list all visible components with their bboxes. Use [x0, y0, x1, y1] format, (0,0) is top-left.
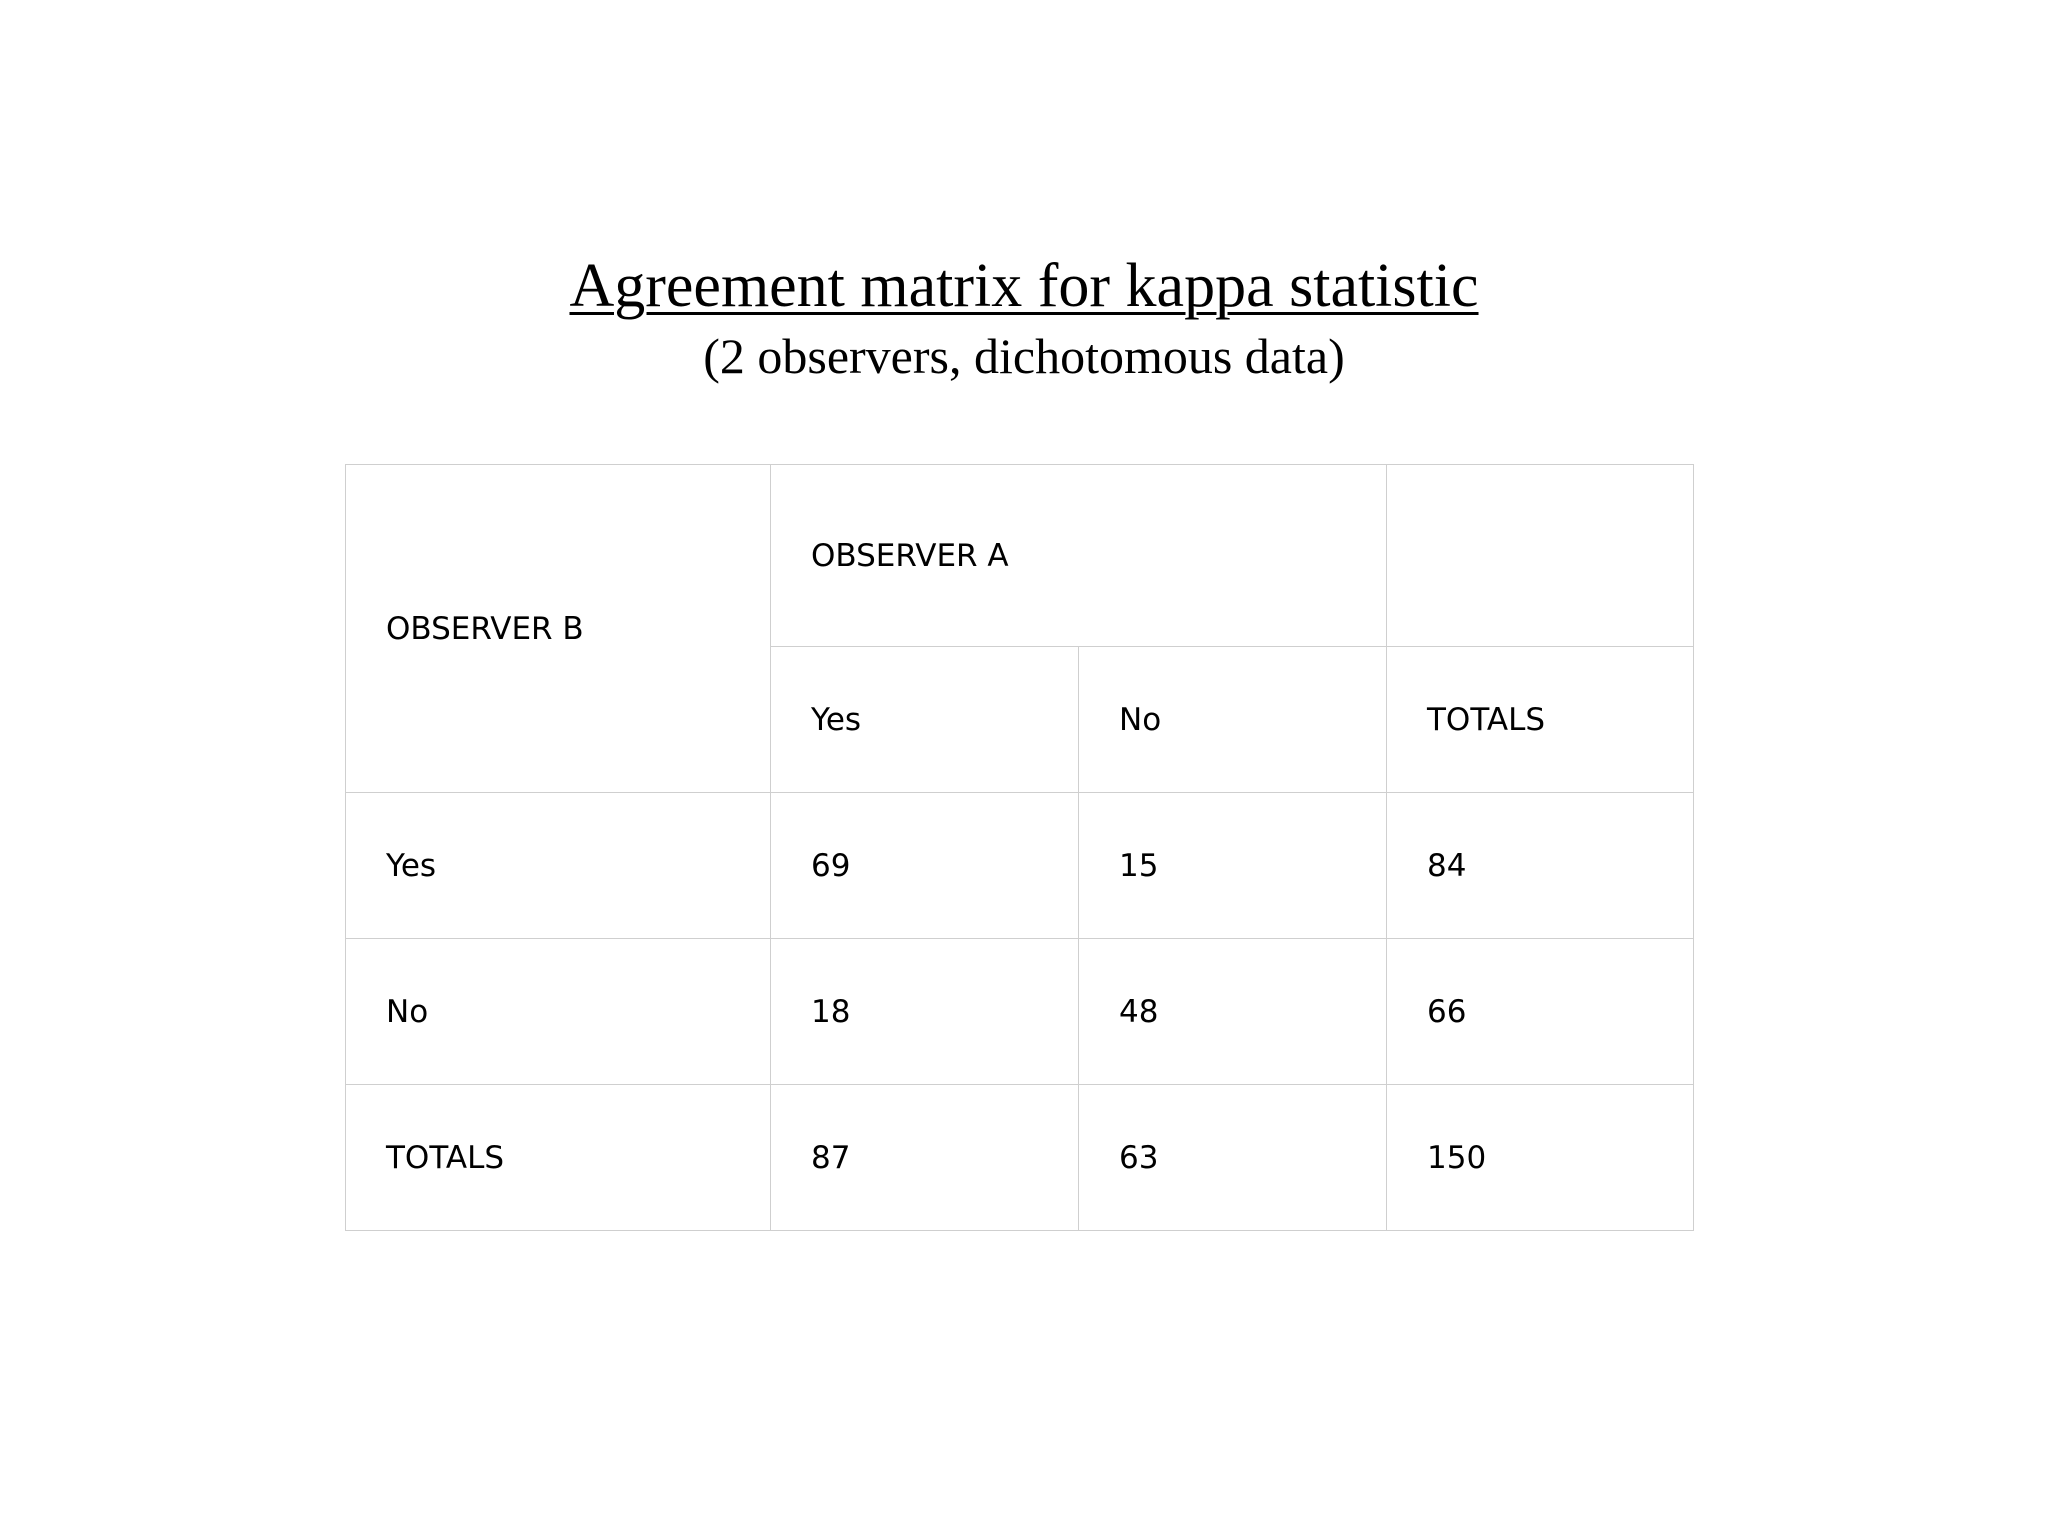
table-row: [346, 793, 1694, 939]
slide-title: Agreement matrix for kappa statistic: [569, 252, 1479, 320]
col-header-no: No: [1079, 647, 1387, 793]
cell-total-total: 150: [1387, 1085, 1694, 1231]
cell-no-no: 48: [1079, 939, 1387, 1085]
row-label-no: No: [346, 939, 771, 1085]
cell-yes-yes: 69: [771, 793, 1079, 939]
agreement-matrix-table: [345, 464, 1694, 1231]
empty-header-cell: [1387, 465, 1694, 647]
cell-yes-no: 15: [1079, 793, 1387, 939]
observer-b-header: OBSERVER B: [346, 465, 771, 793]
cell-yes-total: 84: [1387, 793, 1694, 939]
table-row: [346, 1085, 1694, 1231]
slide-subtitle: (2 observers, dichotomous data): [703, 328, 1345, 384]
title-block: [0, 248, 2048, 388]
cell-no-total: 66: [1387, 939, 1694, 1085]
cell-no-yes: 18: [771, 939, 1079, 1085]
row-label-yes: Yes: [346, 793, 771, 939]
observer-a-header: OBSERVER A: [771, 465, 1387, 647]
row-label-totals: TOTALS: [346, 1085, 771, 1231]
cell-total-no: 63: [1079, 1085, 1387, 1231]
header-row-group: [346, 465, 1694, 647]
col-header-totals: TOTALS: [1387, 647, 1694, 793]
col-header-yes: Yes: [771, 647, 1079, 793]
table-row: [346, 939, 1694, 1085]
cell-total-yes: 87: [771, 1085, 1079, 1231]
